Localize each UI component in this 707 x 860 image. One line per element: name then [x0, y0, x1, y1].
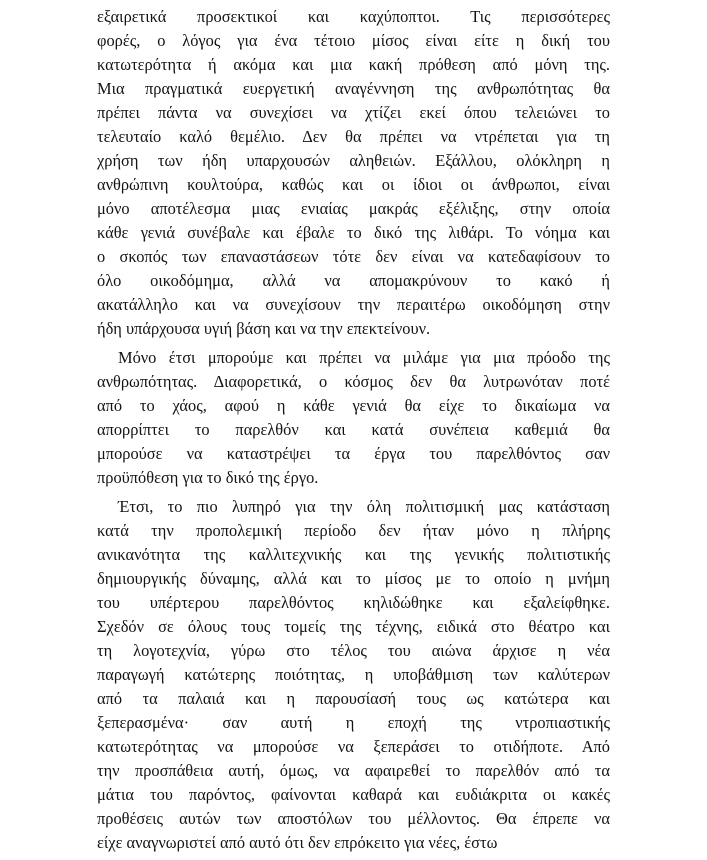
text-line: εξαιρετικά προσεκτικοί και καχύποπτοι. Τις περισσότερες: [97, 7, 610, 26]
text-line: χρήση των ήδη υπαρχουσών αληθειών. Εξάλλου, ολόκληρη η: [97, 151, 610, 170]
text-line: ανικανότητα της καλλιτεχνικής και της γενικής πολιτιστικής: [97, 545, 610, 564]
paragraph-3: [97, 495, 610, 855]
text-line: όλο οικοδόμημα, αλλά να απομακρύνουν το κακό ή: [97, 271, 610, 290]
text-line: Έτσι, το πιο λυπηρό για την όλη πολιτισμική μας κατάσταση: [118, 497, 610, 516]
text-line: την προσπάθεια αυτή, όμως, να αφαιρεθεί το παρελθόν από τα: [97, 761, 610, 780]
text-line: προϋπόθεση για το δικό της έργο.: [97, 468, 319, 487]
text-line: φορές, ο λόγος για ένα τέτοιο μίσος είναι είτε η δική του: [97, 31, 610, 50]
text-line: από το χάος, αφού η κάθε γενιά θα είχε το δικαίωμα να: [97, 396, 610, 415]
text-line: Μια πραγματικά ευεργετική αναγέννηση της ανθρωπότητας θα: [97, 79, 610, 98]
text-line: είχε αναγνωριστεί από αυτό ότι δεν επρόκειτο για νέες, έστω: [97, 833, 498, 852]
paragraph-2: [97, 346, 610, 490]
text-line: τελευταίο καλό θεμέλιο. Δεν θα πρέπει να ντρέπεται για τη: [97, 127, 610, 146]
text-line: κατά την προπολεμική περίοδο δεν ήταν μόνο η πλήρης: [97, 521, 610, 540]
text-line: του υπέρτερου παρελθόντος κηλιδώθηκε και εξαλείφθηκε.: [97, 593, 610, 612]
text-line: τη λογοτεχνία, γύρω στο τέλος του αιώνα άρχισε η νέα: [97, 641, 610, 660]
text-line: ο σκοπός των επαναστάσεων τότε δεν είναι να κατεδαφίσουν το: [97, 247, 610, 266]
text-line: μπορούσε να καταστρέψει τα έργα του παρελθόντος σαν: [97, 444, 610, 463]
text-line: δημιουργικής δύναμης, αλλά και το μίσος με το οποίο η μνήμη: [97, 569, 610, 588]
text-line: ανθρωπότητας. Διαφορετικά, ο κόσμος δεν θα λυτρωνόταν ποτέ: [97, 372, 610, 391]
text-line: ξεπερασμένα· σαν αυτή η εποχή της ντροπιαστικής: [97, 713, 610, 732]
text-line: ακατάλληλο και να συνεχίσουν την περαιτέρω οικοδόμηση στην: [97, 295, 610, 314]
text-line: απορρίπτει το παρελθόν και κατά συνέπεια καθεμιά θα: [97, 420, 610, 439]
document-page: [97, 5, 610, 860]
text-line: κατωτερότητας να μπορούσε να ξεπεράσει το οτιδήποτε. Από: [97, 737, 610, 756]
text-line: ανθρώπινη κουλτούρα, καθώς και οι ίδιοι οι άνθρωποι, είναι: [97, 175, 610, 194]
text-line: παραγωγή κατώτερης ποιότητας, η υποβάθμιση των καλύτερων: [97, 665, 610, 684]
text-line: πρέπει πάντα να συνεχίσει να χτίζει εκεί όπου τελειώνει το: [97, 103, 610, 122]
paragraph-1: [97, 5, 610, 341]
text-line: μόνο αποτέλεσμα μιας ενιαίας μακράς εξέλιξης, στην οποία: [97, 199, 610, 218]
text-line: προθέσεις αυτών των αποστόλων του μέλλοντος. Θα έπρεπε να: [97, 809, 610, 828]
text-line: μάτια του παρόντος, φαίνονται καθαρά και ευδιάκριτα οι κακές: [97, 785, 610, 804]
text-line: κάθε γενιά συνέβαλε και έβαλε το δικό της λιθάρι. Το νόημα και: [97, 223, 610, 242]
text-line: κατωτερότητα ή ακόμα και μια κακή πρόθεση από μόνη της.: [97, 55, 610, 74]
text-line: Σχεδόν σε όλους τους τομείς της τέχνης, ειδικά στο θέατρο και: [97, 617, 610, 636]
text-line: Μόνο έτσι μπορούμε και πρέπει να μιλάμε για μια πρόοδο της: [118, 348, 610, 367]
text-line: ήδη υπάρχουσα υγιή βάση και να την επεκτείνουν.: [97, 319, 431, 338]
text-line: από τα παλαιά και η παρουσίασή τους ως κατώτερα και: [97, 689, 610, 708]
